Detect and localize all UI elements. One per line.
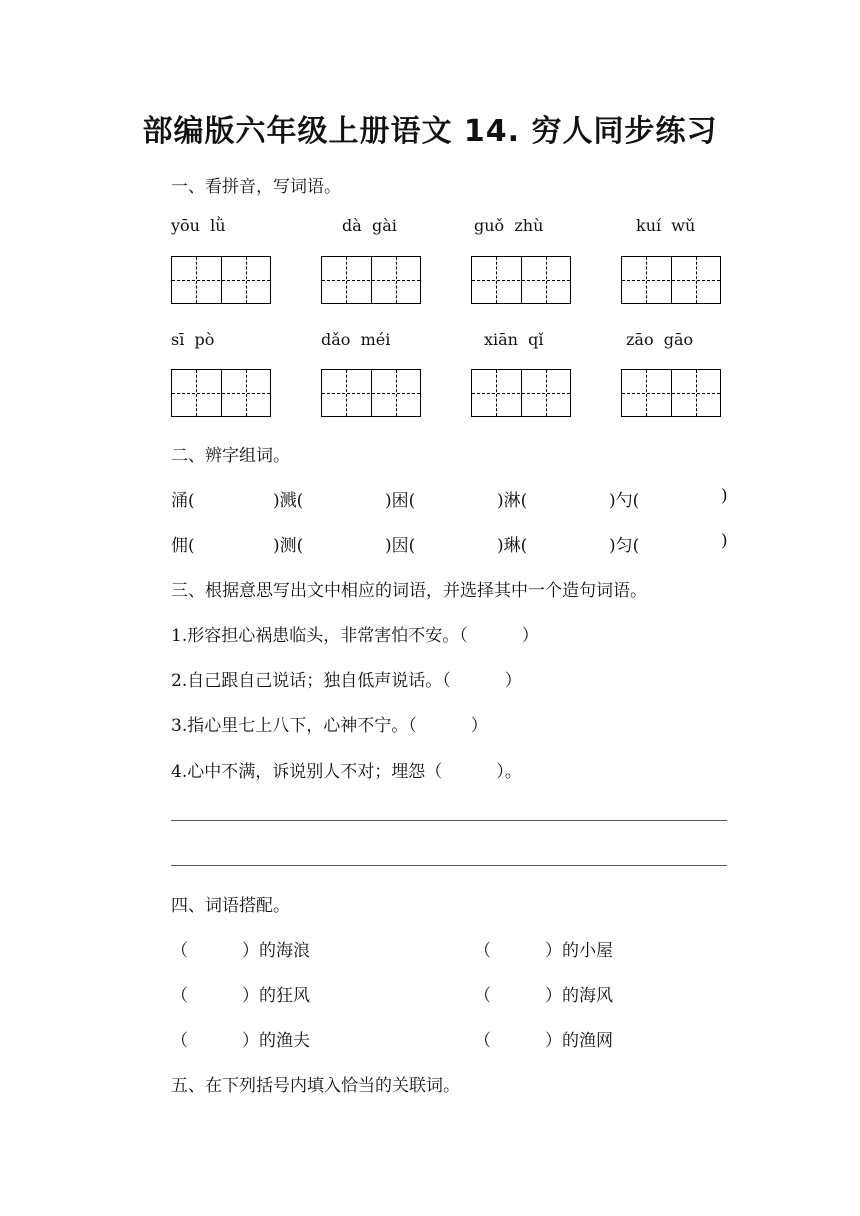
char-item: 涌( <box>171 491 195 511</box>
char-item: )琳( <box>497 536 528 556</box>
answer-line[interactable] <box>171 865 727 866</box>
question-1: 1.形容担心祸患临头，非常害怕不安。（ ） <box>171 626 539 646</box>
writing-grid[interactable] <box>321 256 421 304</box>
match-right-1: （ ）的小屋 <box>474 941 614 961</box>
question-2: 2.自己跟自己说话；独自低声说话。（ ） <box>171 671 522 691</box>
char-item: )测( <box>273 536 304 556</box>
section5-heading: 五、在下列括号内填入恰当的关联词。 <box>171 1076 460 1096</box>
match-right-3: （ ）的渔网 <box>474 1031 614 1051</box>
writing-grid[interactable] <box>171 256 271 304</box>
pinyin-2: dà gài <box>342 216 397 235</box>
writing-grid[interactable] <box>321 369 421 417</box>
writing-grid[interactable] <box>471 256 571 304</box>
pinyin-8: zāo gāo <box>626 330 694 349</box>
answer-line[interactable] <box>171 820 727 821</box>
page-title: 部编版六年级上册语文 14. 穷人同步练习 <box>142 114 718 149</box>
writing-grid[interactable] <box>171 369 271 417</box>
pinyin-6: dǎo méi <box>321 330 391 349</box>
match-left-3: （ ）的渔夫 <box>171 1031 311 1051</box>
char-item: )淋( <box>497 491 528 511</box>
match-left-1: （ ）的海浪 <box>171 941 311 961</box>
char-item: )困( <box>385 491 416 511</box>
writing-grid[interactable] <box>621 369 721 417</box>
char-item: ) <box>721 486 728 506</box>
match-right-2: （ ）的海风 <box>474 986 614 1006</box>
char-item: 佣( <box>171 536 195 556</box>
section2-heading: 二、辨字组词。 <box>171 446 290 466</box>
question-3: 3.指心里七上八下，心神不宁。（ ） <box>171 716 488 736</box>
pinyin-7: xiān qǐ <box>484 330 544 349</box>
section4-heading: 四、词语搭配。 <box>171 896 290 916</box>
char-item: )勺( <box>609 491 640 511</box>
char-item: )匀( <box>609 536 640 556</box>
pinyin-3: guǒ zhù <box>474 216 544 235</box>
char-item: )溅( <box>273 491 304 511</box>
char-item: )因( <box>385 536 416 556</box>
section1-heading: 一、看拼音，写词语。 <box>171 177 341 197</box>
writing-grid[interactable] <box>471 369 571 417</box>
pinyin-4: kuí wǔ <box>636 216 696 235</box>
writing-grid[interactable] <box>621 256 721 304</box>
pinyin-5: sī pò <box>171 330 215 349</box>
match-left-2: （ ）的狂风 <box>171 986 311 1006</box>
section3-heading: 三、根据意思写出文中相应的词语，并选择其中一个造句词语。 <box>171 581 647 601</box>
pinyin-1: yōu lǜ <box>171 216 226 235</box>
question-4: 4.心中不满，诉说别人不对；埋怨（ ）。 <box>171 762 522 782</box>
char-item: ) <box>721 531 728 551</box>
